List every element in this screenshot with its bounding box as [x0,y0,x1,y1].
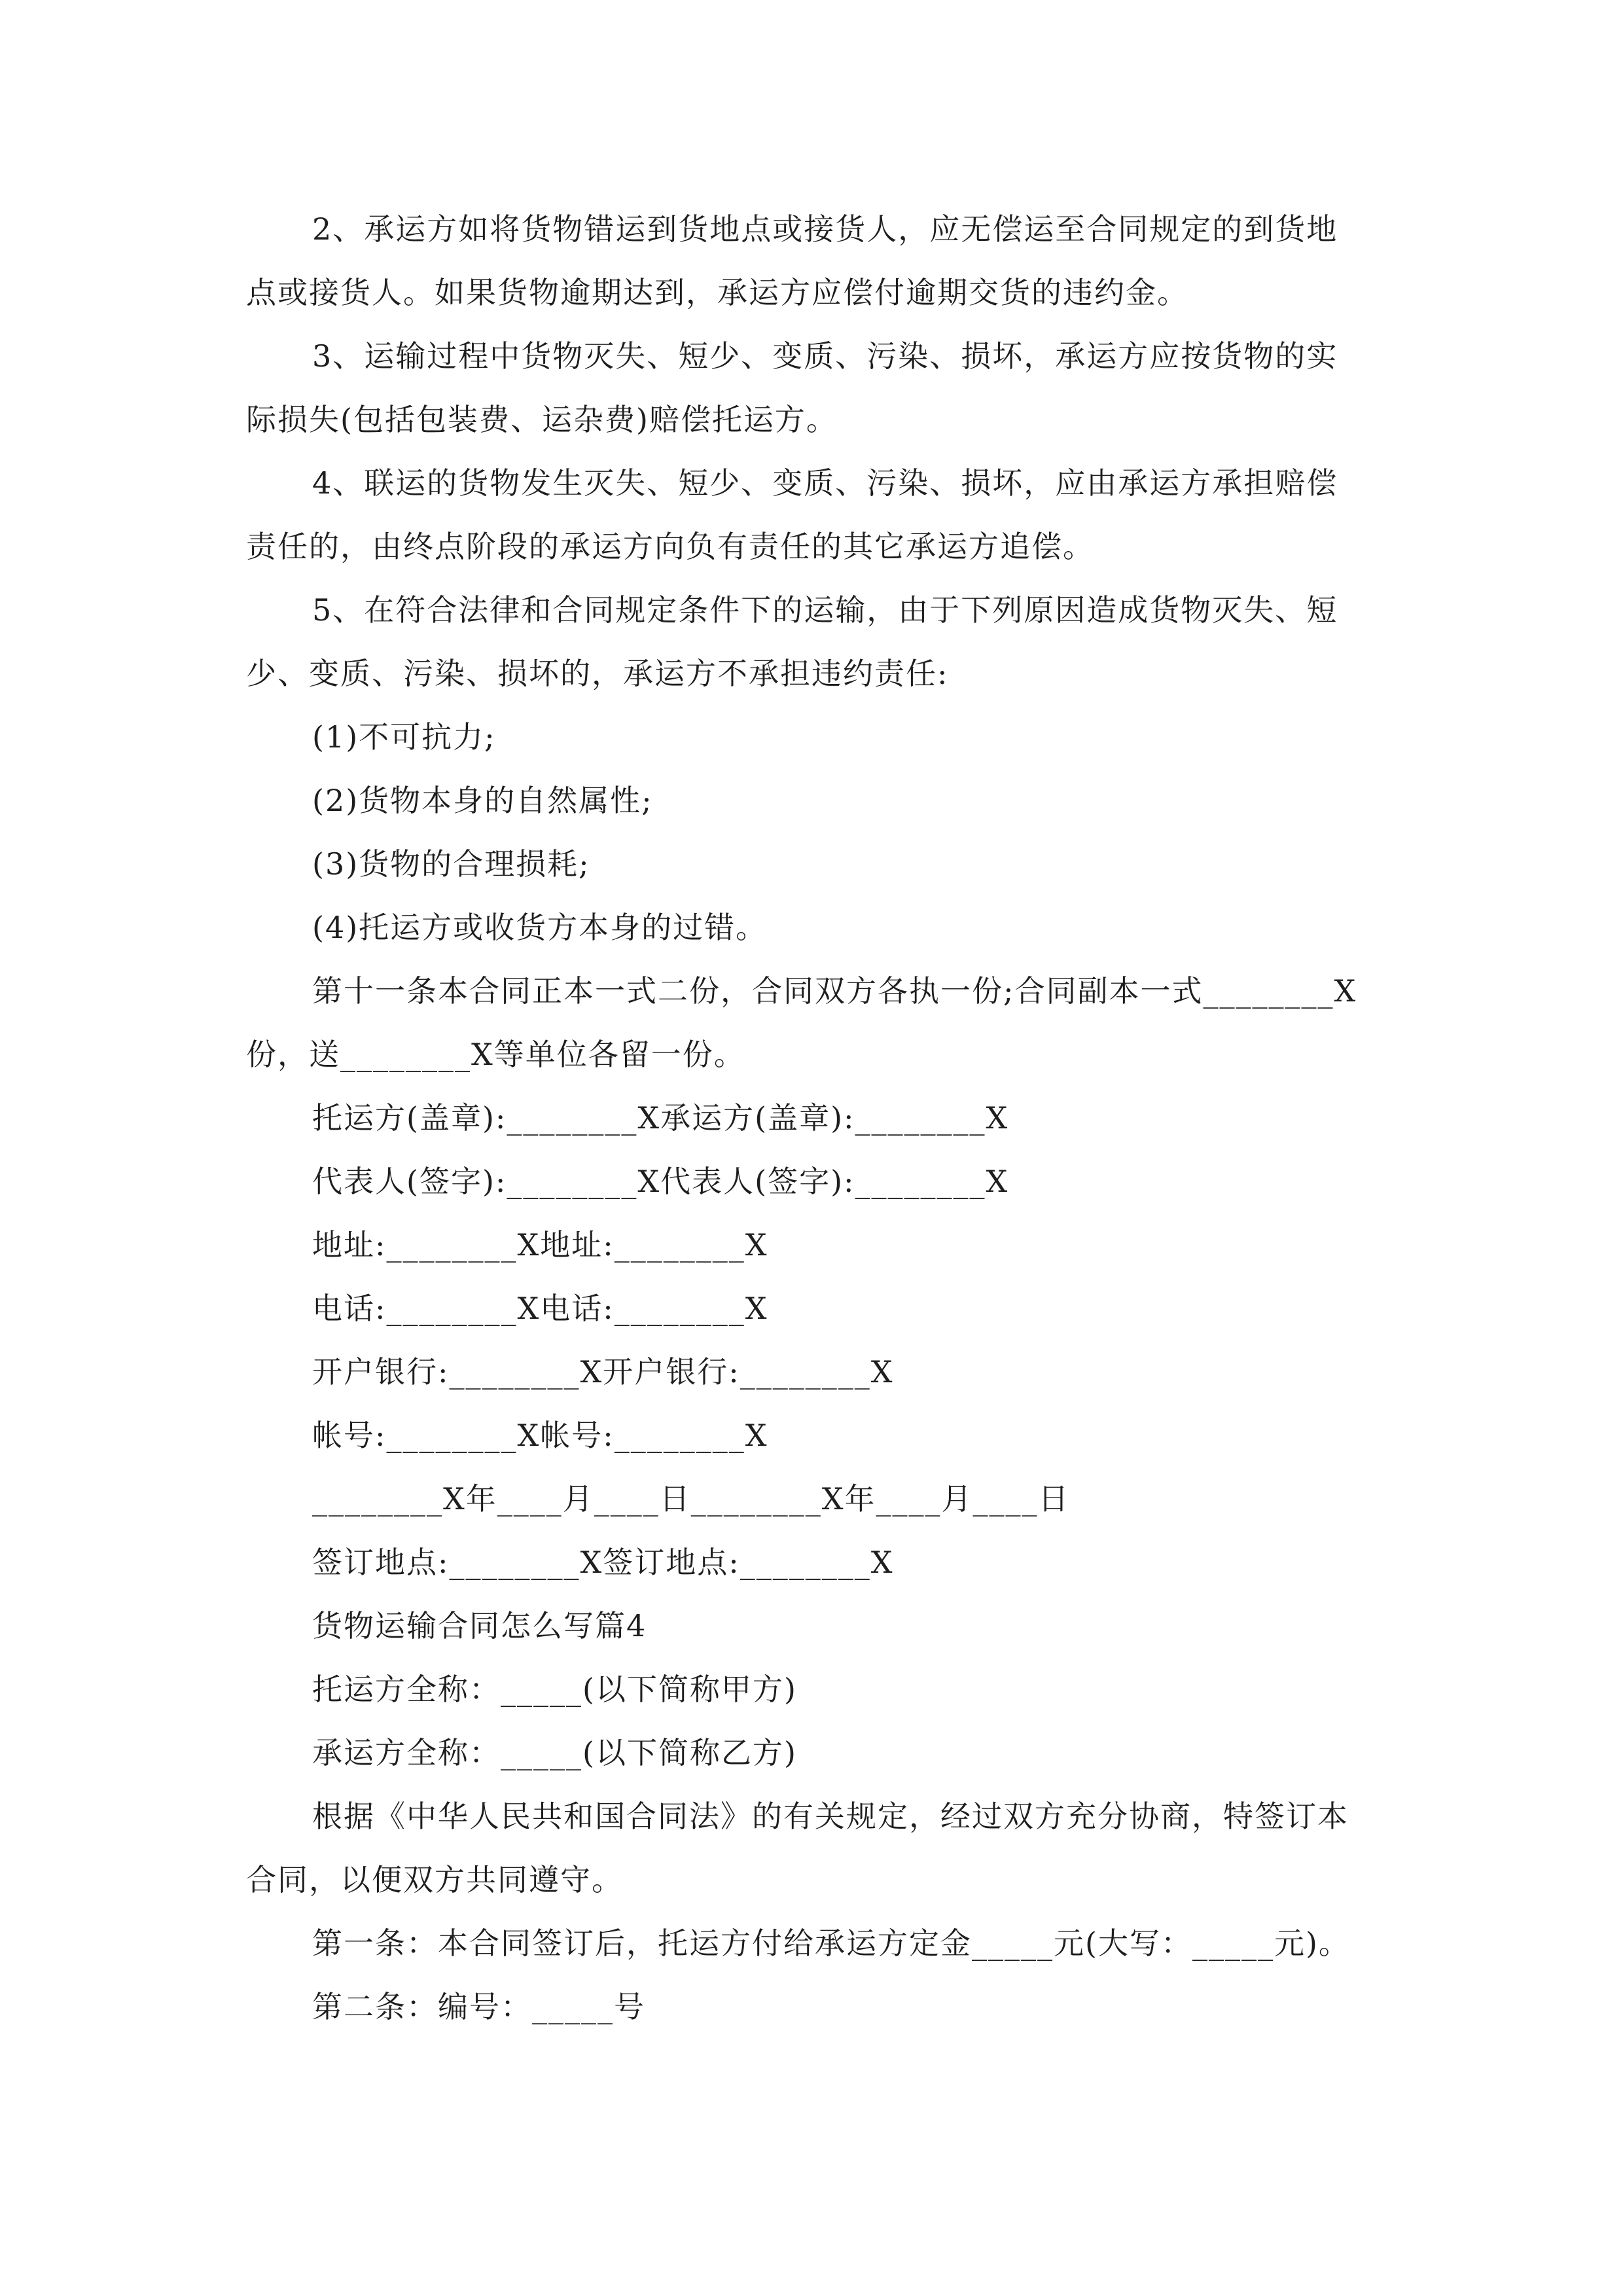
paragraph-line: 际损失(包括包装费、运杂费)赔偿托运方。 [246,402,838,437]
paragraph-line: 4、联运的货物发生灭失、短少、变质、污染、损坏，应由承运方承担赔偿 [312,465,1338,501]
paragraph-line: 份，送________X等单位各留一份。 [246,1037,745,1072]
signature-field-line: 地址:________X地址:________X [312,1227,768,1263]
signature-field-line: 开户银行:________X开户银行:________X [312,1354,894,1390]
party-line: 托运方全称：_____(以下简称甲方) [312,1672,797,1707]
party-line: 承运方全称：_____(以下简称乙方) [312,1735,797,1770]
signature-field-line: 托运方(盖章):________X承运方(盖章):________X [312,1100,1009,1136]
paragraph-line: 第十一条本合同正本一式二份，合同双方各执一份;合同副本一式________X [312,973,1357,1009]
list-item: (2)货物本身的自然属性; [312,783,653,818]
paragraph-line: 3、运输过程中货物灭失、短少、变质、污染、损坏，承运方应按货物的实 [312,338,1338,374]
clause-line: 第二条：编号：_____号 [312,1989,645,2024]
paragraph-line: 合同，以便双方共同遵守。 [246,1862,623,1897]
signature-field-line: 签订地点:________X签订地点:________X [312,1545,894,1580]
list-item: (4)托运方或收货方本身的过错。 [312,910,768,945]
signature-field-line: 帐号:________X帐号:________X [312,1418,768,1453]
signature-field-line: 电话:________X电话:________X [312,1291,768,1326]
paragraph-line: 根据《中华人民共和国合同法》的有关规定，经过双方充分协商，特签订本 [312,1799,1349,1834]
date-field-line: ________X年____月____日________X年____月____日 [312,1481,1070,1516]
paragraph-line: 2、承运方如将货物错运到货地点或接货人，应无偿运至合同规定的到货地 [312,211,1338,247]
list-item: (3)货物的合理损耗; [312,846,590,882]
signature-field-line: 代表人(签字):________X代表人(签字):________X [312,1164,1009,1199]
list-item: (1)不可抗力; [312,719,496,755]
clause-line: 第一条：本合同签订后，托运方付给承运方定金_____元(大写：_____元)。 [312,1926,1350,1961]
paragraph-line: 少、变质、污染、损坏的，承运方不承担违约责任: [246,656,949,691]
section-heading: 货物运输合同怎么写篇4 [312,1608,647,1643]
paragraph-line: 责任的，由终点阶段的承运方向负有责任的其它承运方追偿。 [246,529,1094,564]
paragraph-line: 5、在符合法律和合同规定条件下的运输，由于下列原因造成货物灭失、短 [312,592,1338,628]
paragraph-line: 点或接货人。如果货物逾期达到，承运方应偿付逾期交货的违约金。 [246,275,1188,310]
